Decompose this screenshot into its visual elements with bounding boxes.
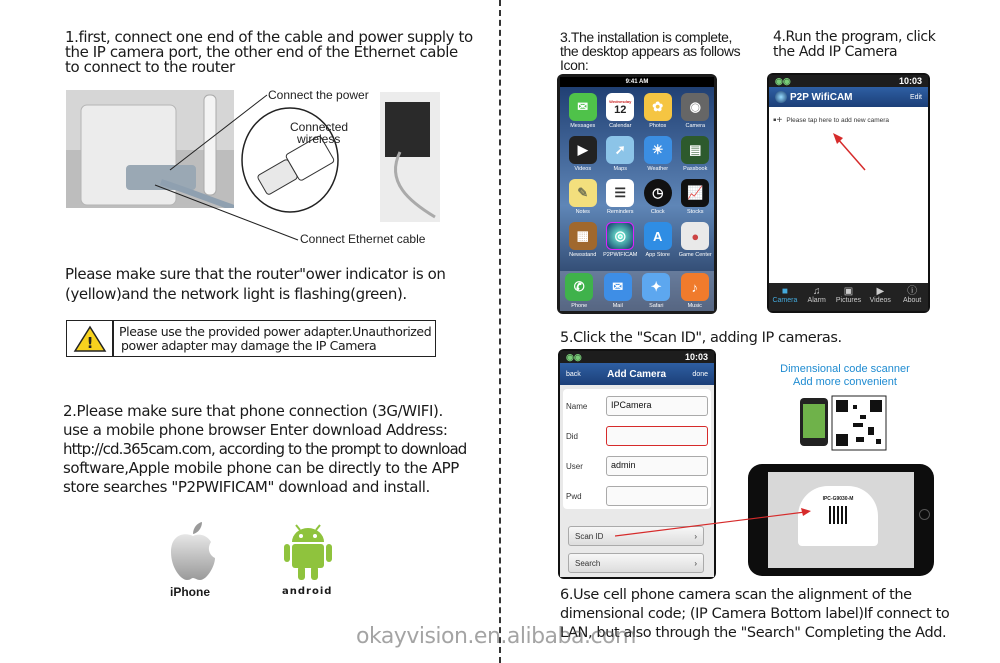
user-input[interactable]: admin [606,456,708,476]
warning-triangle-icon [73,325,107,353]
pwd-input[interactable] [606,486,708,506]
game-center-icon: ● [681,222,709,250]
ios-app-camera[interactable]: ◉ Camera [677,93,715,129]
app-header [769,87,928,107]
photos-icon: ✿ [644,93,672,121]
warning-box [66,320,436,357]
app-store-icon: A [644,222,672,250]
pwd-row: Pwd [566,483,708,509]
ios-app-stocks[interactable]: 📈 Stocks [677,179,715,215]
safari-icon: ✦ [642,273,670,301]
android-status-bar: ◉◉ 10:03 [769,75,928,87]
ios-app-weather[interactable]: ☀ Weather [639,136,677,172]
ios-app-maps[interactable]: ➚ Maps [602,136,640,172]
addcam-header [560,363,714,385]
ios-app-grid [564,93,714,258]
android-tab-bar [769,283,928,311]
phone-icon: ✆ [565,273,593,301]
mail-icon: ✉ [604,273,632,301]
add-camera-row[interactable] [773,115,889,126]
callout-wireless-2: wireless [297,132,341,146]
router-photo [380,92,440,222]
signal-icon-2: ◉◉ [566,351,582,362]
videos-tab-icon: ▶ [876,286,885,297]
videos-icon: ▶ [569,136,597,164]
android-logo-icon [282,520,334,582]
step2-line5: store searches "P2PWIFICAM" download and install. [63,478,430,496]
tab-about[interactable]: ⓘ About [896,283,928,311]
callout-ethernet: Connect Ethernet cable [300,232,426,246]
android-screen-add [769,75,928,311]
ios-app-gamecenter[interactable]: ● Game Center [677,222,715,258]
calendar-icon: Wednesday 12 [606,93,634,121]
ios-app-appstore[interactable]: A App Store [639,222,677,258]
step2-line1: 2.Please make sure that phone connection (3G/WIFI). [63,402,443,420]
ios-dock [560,271,714,311]
step4-line1: 4.Run the program, click [773,29,936,45]
add-camera-hint: Please tap here to add new camera [786,117,890,124]
add-camera-icon: ▪+ [773,115,783,126]
step5-heading: 5.Click the "Scan ID", adding IP cameras. [560,330,842,346]
iphone-screen [560,77,714,311]
step1-line2: the IP camera port, the other end of the Ethernet cable [65,43,458,61]
iphone-label: iPhone [170,585,211,599]
scanner-line1: Dimensional code scanner [780,363,910,375]
name-row: Name IPCamera [566,393,708,419]
pictures-tab-icon: ▣ [843,286,854,297]
step3-line1: 3.The installation is complete, [560,29,733,45]
name-input[interactable]: IPCamera [606,396,708,416]
ios-app-clock[interactable]: ◷ Clock [639,179,677,215]
tab-camera[interactable]: ■ Camera [769,283,801,311]
warning-line2: power adapter may damage the IP Camera [121,338,377,353]
step6-line2: dimensional code; (IP Camera Bottom label)If connect to [560,606,950,622]
alarm-tab-icon: ♫ [812,286,821,297]
addcam-title: Add Camera [607,368,667,380]
dock-mail[interactable]: ✉ Mail [604,273,632,309]
maps-icon: ➚ [606,136,634,164]
router-illustration [380,92,440,222]
user-row: User admin [566,453,708,479]
p2pwificam-icon: ◎ [606,222,634,250]
ios-app-videos[interactable]: ▶ Videos [564,136,602,172]
dock-music[interactable]: ♪ Music [681,273,709,309]
apple-logo-icon [167,520,219,582]
notes-icon: ✎ [569,179,597,207]
step6-line3: LAN, but also through the "Search" Completing the Add. [560,625,947,641]
qr-scanner-graphic [798,393,890,453]
android-phone-addcam [558,349,716,579]
ios-app-photos[interactable]: ✿ Photos [639,93,677,129]
did-input[interactable] [606,426,708,446]
camera-tab-icon: ■ [781,286,788,297]
home-button [919,509,930,520]
back-button[interactable]: back [566,370,581,378]
search-button[interactable]: Search › [568,553,704,573]
tab-alarm[interactable]: ♫ Alarm [801,283,833,311]
ios-app-p2pwificam[interactable]: ◎ P2PWIFICAM [602,222,640,258]
done-button[interactable]: done [692,370,708,378]
scanner-line2: Add more convenient [793,376,897,388]
callout-wireless-1: Connected [290,120,349,134]
app-logo-icon [775,91,787,103]
iphone-status-time: 9:41 AM [625,79,649,85]
chevron-right-icon-2: › [694,558,697,568]
dock-safari[interactable]: ✦ Safari [642,273,670,309]
step1-note-line2: (yellow)and the network light is flashing(green). [65,285,407,303]
dock-phone[interactable]: ✆ Phone [565,273,593,309]
app-title: P2P WifiCAM [790,91,853,103]
callout-lines [130,90,310,250]
step3-line2: the desktop appears as follows [560,43,741,59]
did-row: Did [566,423,708,449]
about-tab-icon: ⓘ [907,286,918,297]
svg-text:!: ! [86,334,94,352]
android-label: android [282,586,333,597]
clock-icon: ◷ [644,179,672,207]
stocks-icon: 📈 [681,179,709,207]
iphone-mockup [557,74,717,314]
tab-pictures[interactable]: ▣ Pictures [833,283,865,311]
ios-app-notes[interactable]: ✎ Notes [564,179,602,215]
android-phone-add [767,73,930,313]
pointer-arrow [829,130,869,175]
step1-note-line1: Please make sure that the router"ower indicator is on [65,265,446,283]
step2-line2: use a mobile phone browser Enter download Address: [63,421,448,439]
watermark: okayvision.en.alibaba.com [356,624,636,649]
step6-line1: 6.Use cell phone camera scan the alignment of the [560,587,912,603]
signal-icon: ◉◉ [775,75,791,86]
scan-id-button[interactable]: Scan ID › [568,526,704,546]
ios-app-passbook[interactable]: ▤ Passbook [677,136,715,172]
step3-line3: Icon: [560,57,589,73]
music-icon: ♪ [681,273,709,301]
scan-arrow [615,504,815,544]
messages-icon: ✉ [569,93,597,121]
step2-line4: software,Apple mobile phone can be directly to the APP [63,459,459,477]
warning-line1: Please use the provided power adapter.Unauthorized [119,324,432,339]
newsstand-icon: ▦ [569,222,597,250]
tab-videos[interactable]: ▶ Videos [864,283,896,311]
ios-app-newsstand[interactable]: ▦ Newsstand [564,222,602,258]
page-divider [499,0,501,663]
passbook-icon: ▤ [681,136,709,164]
addcam-status-bar: ◉◉ 10:03 [560,351,714,363]
chevron-right-icon: › [694,531,697,541]
iphone-status-bar [560,77,714,87]
ios-app-calendar[interactable]: Wednesday 12 Calendar [602,93,640,129]
step1-line3: to connect to the router [65,58,235,76]
ios-app-reminders[interactable]: ☰ Reminders [602,179,640,215]
step4-line2: the Add IP Camera [773,44,898,60]
step1-line1: 1.first, connect one end of the cable and power supply to [65,28,473,46]
ios-app-messages[interactable]: ✉ Messages [564,93,602,129]
label-qr-code [829,506,847,524]
warning-separator [112,321,114,356]
weather-icon: ☀ [644,136,672,164]
callout-power: Connect the power [268,88,369,102]
edit-button[interactable]: Edit [909,93,922,101]
step2-line3: http://cd.365cam.com, according to the prompt to download [63,440,467,458]
scanner-caption [775,363,915,389]
reminders-icon: ☰ [606,179,634,207]
camera-icon: ◉ [681,93,709,121]
label-model: IPC-G9030-M [822,496,854,502]
